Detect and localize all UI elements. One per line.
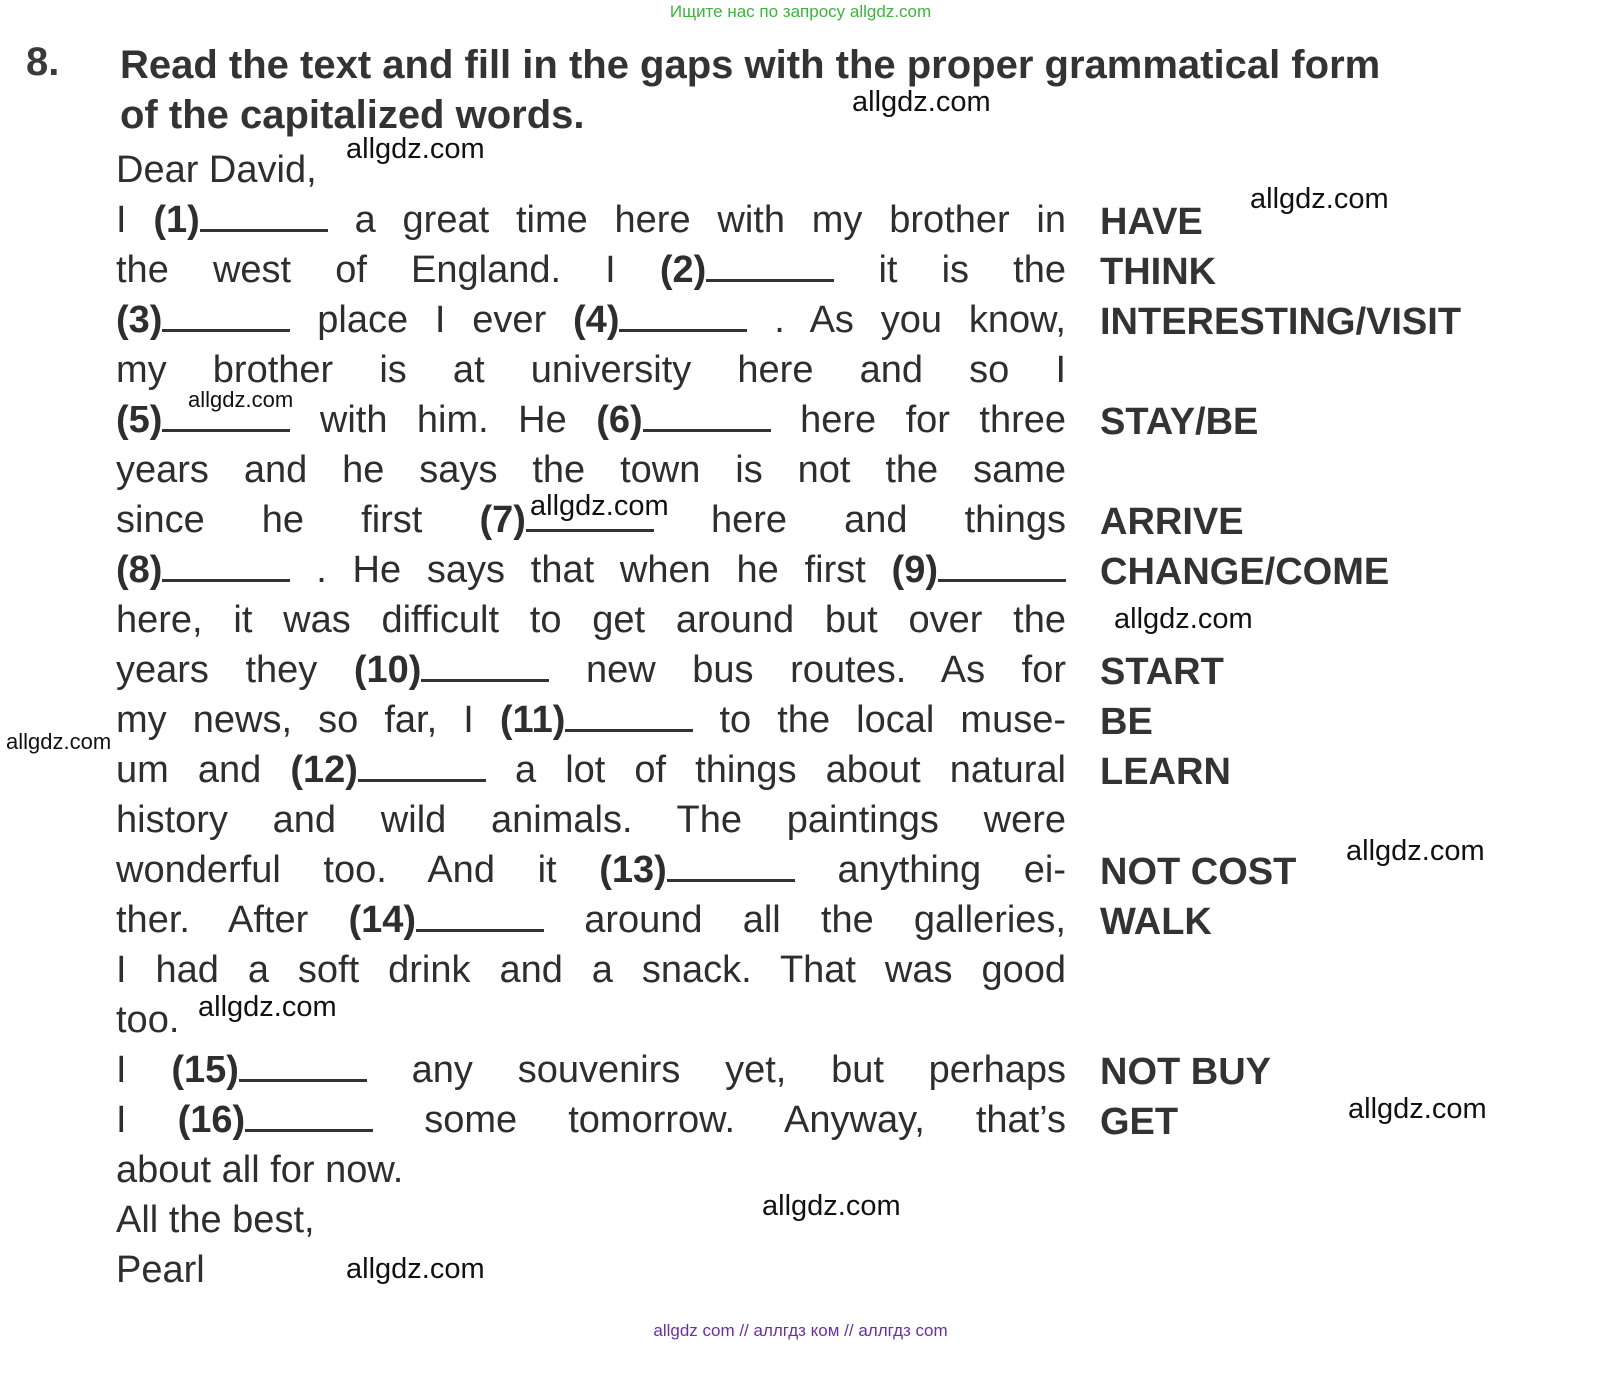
text-line-9: here, it was difficult to get around but over the [116, 599, 1066, 641]
answer-gap-10 [421, 649, 549, 682]
watermark: allgdz.com [1348, 1093, 1487, 1125]
text-line-17: too. [116, 999, 180, 1041]
answer-gap-6 [643, 399, 771, 432]
text-line-15: ther. After (14) around all the galleries, [116, 899, 1066, 941]
watermark: allgdz.com [1114, 603, 1253, 635]
hint-word-16: GET [1100, 1101, 1179, 1143]
watermark: allgdz.com [1250, 183, 1389, 215]
answer-gap-2 [706, 249, 834, 282]
hint-word-2: THINK [1100, 251, 1217, 293]
hint-word-10: START [1100, 651, 1224, 693]
text-line-1: I (1) a great time here with my brother in [116, 199, 1066, 241]
bottom-banner[interactable]: allgdz com // аллгдз ком // аллгдз com [653, 1321, 948, 1340]
text-line-4: my brother is at university here and so I [116, 349, 1066, 391]
closing: All the best, [116, 1199, 315, 1241]
answer-gap-1 [200, 199, 328, 232]
hint-word-13: NOT COST [1100, 851, 1297, 893]
hint-word-5-6: STAY/BE [1100, 401, 1259, 443]
exercise-number: 8. [26, 40, 60, 84]
watermark: allgdz.com [188, 387, 294, 412]
answer-gap-13 [667, 849, 795, 882]
text-line-3: (3) place I ever (4) . As you know, [116, 299, 1066, 341]
answer-gap-9 [938, 549, 1066, 582]
answer-gap-4 [619, 299, 747, 332]
text-line-13: history and wild animals. The paintings were [116, 799, 1066, 841]
text-line-5: (5) with him. He (6) here for three [116, 399, 1066, 441]
answer-gap-8 [162, 549, 290, 582]
answer-gap-12 [358, 749, 486, 782]
hint-word-15: NOT BUY [1100, 1051, 1271, 1093]
answer-gap-16 [245, 1099, 373, 1132]
hint-word-8-9: CHANGE/COME [1100, 551, 1390, 593]
hint-word-11: BE [1100, 701, 1153, 743]
text-line-2: the west of England. I (2) it is the [116, 249, 1066, 291]
watermark: allgdz.com [346, 1253, 485, 1285]
hint-word-12: LEARN [1100, 751, 1231, 793]
text-line-11: my news, so far, I (11) to the local muse- [116, 699, 1066, 741]
text-line-12: um and (12) a lot of things about natural [116, 749, 1066, 791]
text-line-18: I (15) any souvenirs yet, but perhaps [116, 1049, 1066, 1091]
watermark: allgdz.com [762, 1190, 901, 1222]
hint-word-7: ARRIVE [1100, 501, 1244, 543]
text-line-20: about all for now. [116, 1149, 404, 1191]
text-line-16: I had a soft drink and a snack. That was good [116, 949, 1066, 991]
title-line-2: of the capitalized words. [120, 93, 585, 137]
title-line-1: Read the text and fill in the gaps with the proper grammatical form [120, 43, 1381, 87]
text-line-19: I (16) some tomorrow. Anyway, that’s [116, 1099, 1067, 1141]
watermark: allgdz.com [1346, 835, 1485, 867]
answer-gap-15 [239, 1049, 367, 1082]
watermark: allgdz.com [6, 729, 112, 754]
watermark: allgdz.com [198, 991, 337, 1023]
hint-word-14: WALK [1100, 901, 1212, 943]
text-line-14: wonderful too. And it (13) anything ei- [116, 849, 1066, 891]
watermark: allgdz.com [530, 490, 669, 522]
text-line-7: since he first (7) here and things [116, 499, 1066, 541]
answer-gap-14 [416, 899, 544, 932]
watermark: allgdz.com [346, 133, 485, 165]
watermark: allgdz.com [852, 86, 991, 118]
top-banner[interactable]: Ищите нас по запросу allgdz.com [669, 2, 932, 21]
answer-gap-3 [162, 299, 290, 332]
text-line-6: years and he says the town is not the same [116, 449, 1066, 491]
text-line-10: years they (10) new bus routes. As for [116, 649, 1066, 691]
hint-word-3-4: INTERESTING/VISIT [1100, 301, 1462, 343]
signature: Pearl [116, 1249, 205, 1291]
text-line-8: (8) . He says that when he first (9) [116, 545, 1066, 595]
greeting: Dear David, [116, 149, 317, 191]
hint-word-1: HAVE [1100, 201, 1203, 243]
answer-gap-11 [565, 699, 693, 732]
